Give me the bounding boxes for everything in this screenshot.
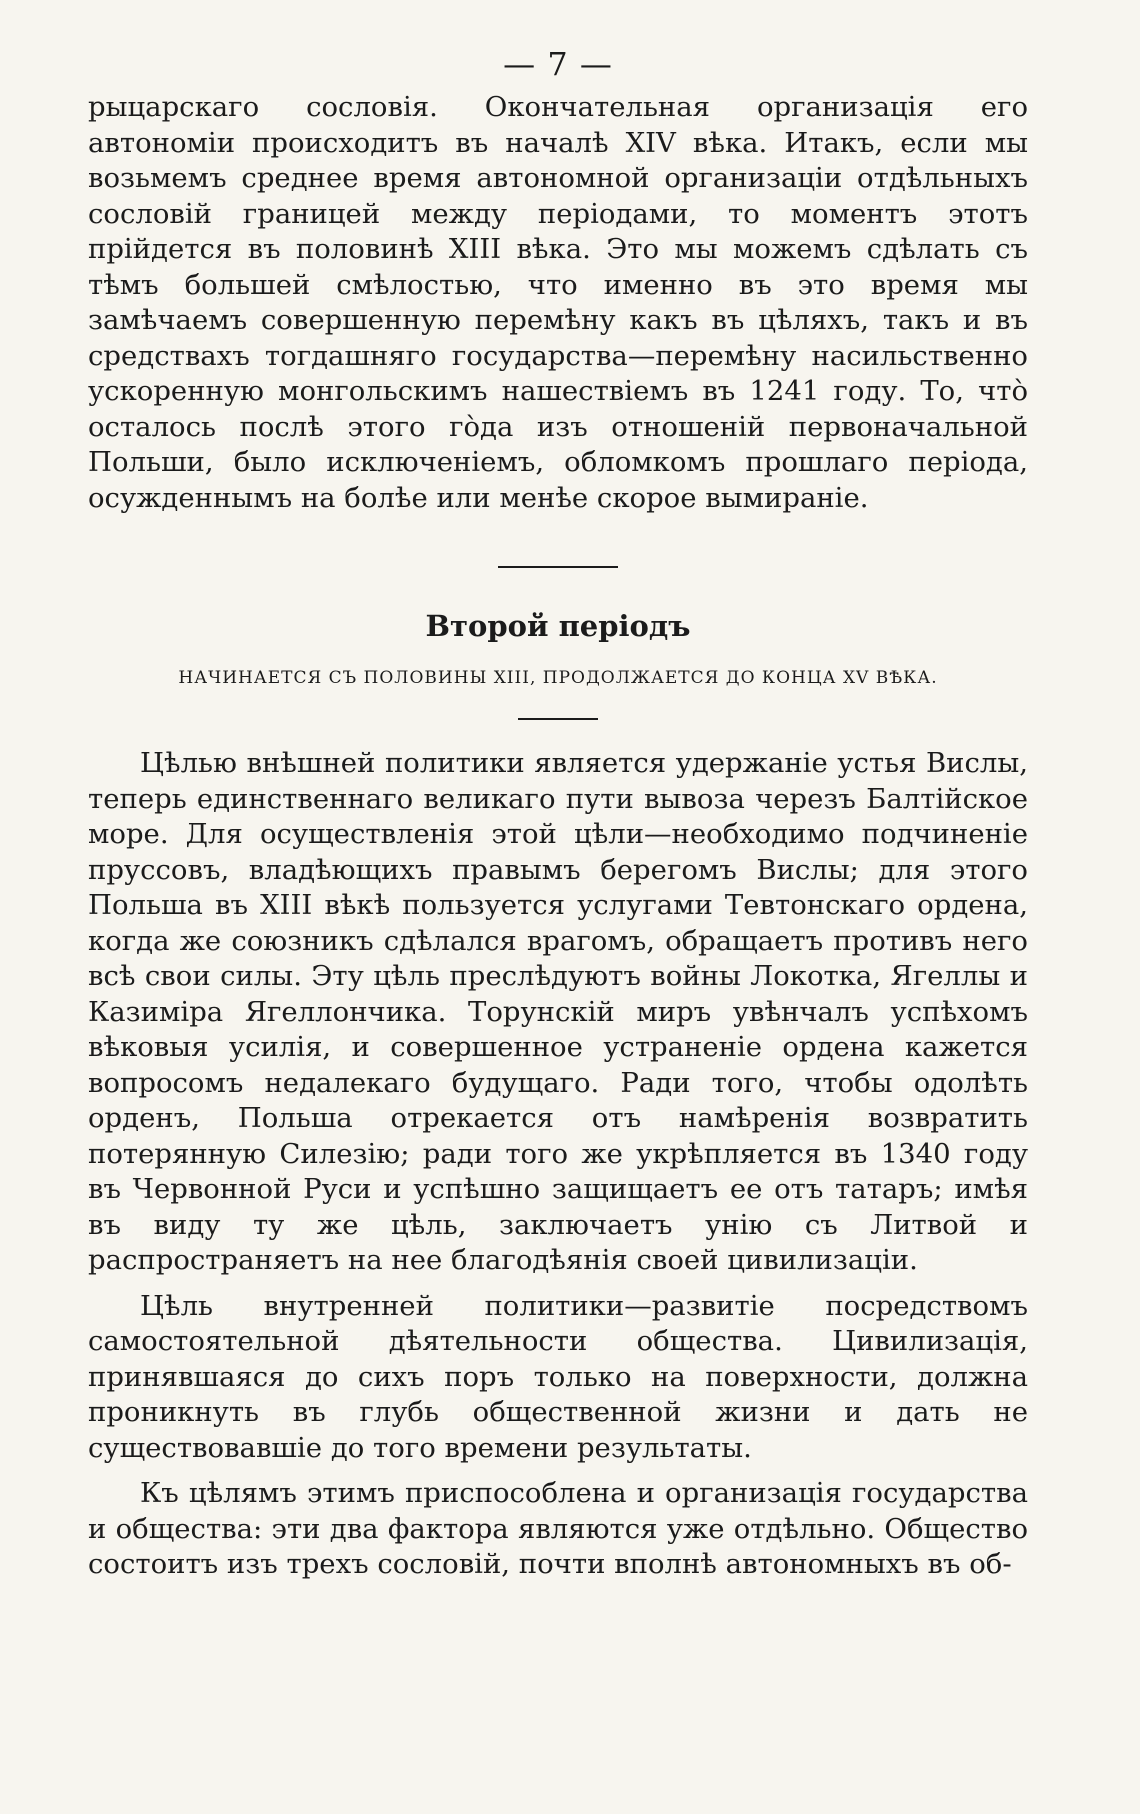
section-divider-bottom — [518, 718, 598, 720]
intro-paragraph: рыцарскаго сословія. Окончательная организація его автономіи происходитъ въ началѣ XIV вѣка. Итакъ, если мы возьмемъ среднее время автономной организаціи отдѣльныхъ сословій границей между періодами, то моментъ этотъ прійдется въ половинѣ XIII вѣка. Это мы можемъ сдѣлать съ тѣмъ большей смѣлостью, что именно въ это время мы замѣчаемъ совершенную перемѣну какъ въ цѣляхъ, такъ и въ средствахъ тогдашняго государства—перемѣну насильственно ускоренную монгольскимъ нашествіемъ въ 1241 году. То, что̀ осталось послѣ этого го̀да изъ отношеній первоначальной Польши, было исключеніемъ, обломкомъ прошлаго періода, осужденнымъ на болѣе или менѣе скорое вымираніе. — [88, 91, 1028, 514]
page-number: — 7 — — [503, 45, 613, 83]
body-paragraph-1: Цѣлью внѣшней политики является удержаніе устья Вислы, теперь единственнаго великаго пути вывоза черезъ Балтійское море. Для осуществленія этой цѣли—необходимо подчиненіе пруссовъ, владѣющихъ правымъ берегомъ Вислы; для этого Польша въ XIII вѣкѣ пользуется услугами Тевтонскаго ордена, когда же союзникъ сдѣлался врагомъ, обращаетъ противъ него всѣ свои силы. Эту цѣль преслѣдуютъ войны Локотка, Ягеллы и Казиміра Ягеллончика. Торунскій миръ увѣнчалъ успѣхомъ вѣковыя усилія, и совершенное устраненіе ордена кажется вопросомъ недалекаго будущаго. Ради того, чтобы одолѣть орденъ, Польша отрекается отъ намѣренія возвратить потерянную Силезію; ради того же укрѣпляется въ 1340 году въ Червонной Руси и успѣшно защищаетъ ее отъ татаръ; имѣя въ виду ту же цѣль, заключаетъ унію съ Литвой и распространяетъ на нее благодѣянія своей цивилизаціи. — [88, 747, 1028, 1276]
document-page — [88, 44, 1028, 1583]
section-subtitle: НАЧИНАЕТСЯ СЪ ПОЛОВИНЫ XIII, ПРОДОЛЖАЕТСЯ ДО КОНЦА XV ВѢКА. — [178, 668, 938, 688]
body-paragraph-2: Цѣль внутренней политики—развитіе посредствомъ самостоятельной дѣятельности общества. Цивилизація, принявшаяся до сихъ поръ только на поверхности, должна проникнуть въ глубь общественной жизни и дать не существовавшіе до того времени результаты. — [88, 1289, 1028, 1464]
body-paragraph-3: Къ цѣлямъ этимъ приспособлена и организація государства и общества: эти два фактора являются уже отдѣльно. Общество состоитъ изъ трехъ сословій, почти вполнѣ автономныхъ въ об- — [88, 1477, 1028, 1580]
section-title: Второй періодъ — [425, 609, 691, 643]
section-divider-top — [498, 566, 618, 568]
section-body — [88, 746, 1028, 1583]
